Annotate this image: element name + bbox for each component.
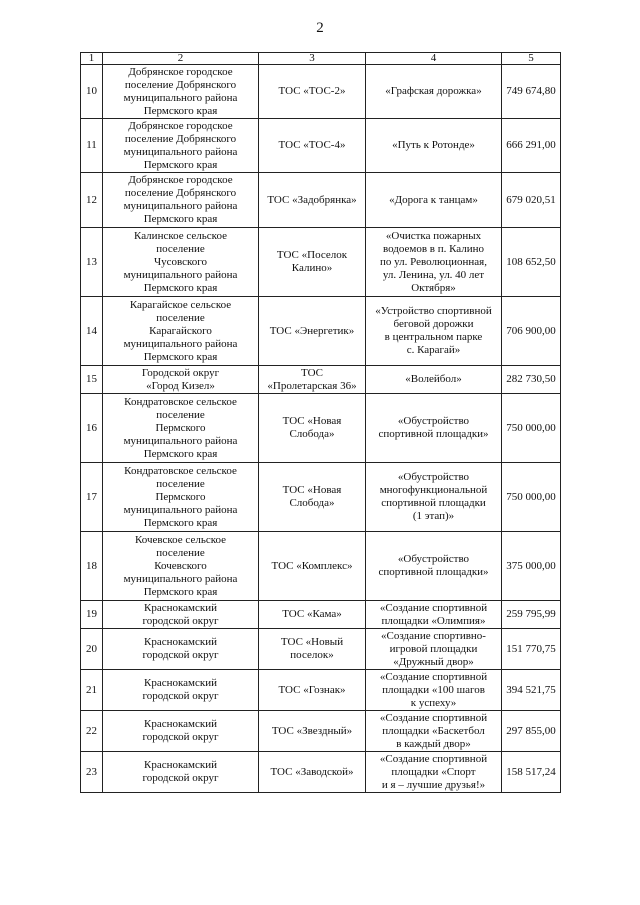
- tos-cell: ТОС «Звездный»: [259, 711, 366, 752]
- amount-cell: 151 770,75: [502, 629, 561, 670]
- header-col-3: 3: [259, 53, 366, 65]
- tos-cell: ТОС «Комплекс»: [259, 532, 366, 601]
- amount-cell: 749 674,80: [502, 65, 561, 119]
- table-row: [81, 119, 561, 173]
- table-row: [81, 366, 561, 394]
- row-number: 20: [81, 629, 103, 670]
- amount-cell: 108 652,50: [502, 228, 561, 297]
- municipality-cell: Краснокамский городской округ: [103, 629, 259, 670]
- tos-cell: ТОС «Новая Слобода»: [259, 463, 366, 532]
- amount-cell: 750 000,00: [502, 463, 561, 532]
- amount-cell: 158 517,24: [502, 752, 561, 793]
- amount-cell: 259 795,99: [502, 601, 561, 629]
- municipality-cell: Краснокамский городской округ: [103, 752, 259, 793]
- project-cell: «Очистка пожарных водоемов в п. Калино по ул. Революционная, ул. Ленина, ул. 40 лет Октября»: [366, 228, 502, 297]
- page-number: 2: [316, 20, 324, 36]
- table-body: [81, 65, 561, 793]
- amount-cell: 679 020,51: [502, 173, 561, 228]
- project-cell: «Обустройство спортивной площадки»: [366, 532, 502, 601]
- table-row: [81, 601, 561, 629]
- municipality-cell: Краснокамский городской округ: [103, 670, 259, 711]
- project-cell: «Создание спортивной площадки «100 шагов к успеху»: [366, 670, 502, 711]
- row-number: 14: [81, 297, 103, 366]
- header-col-2: 2: [103, 53, 259, 65]
- municipality-cell: Добрянское городское поселение Добрянского муниципального района Пермского края: [103, 173, 259, 228]
- tos-cell: ТОС «Новая Слобода»: [259, 394, 366, 463]
- table-row: [81, 463, 561, 532]
- tos-cell: ТОС «Заводской»: [259, 752, 366, 793]
- table-header: [81, 53, 561, 65]
- row-number: 13: [81, 228, 103, 297]
- grants-table: [80, 52, 561, 793]
- table-row: [81, 394, 561, 463]
- amount-cell: 706 900,00: [502, 297, 561, 366]
- row-number: 22: [81, 711, 103, 752]
- row-number: 17: [81, 463, 103, 532]
- tos-cell: ТОС «Гознак»: [259, 670, 366, 711]
- municipality-cell: Краснокамский городской округ: [103, 711, 259, 752]
- project-cell: «Путь к Ротонде»: [366, 119, 502, 173]
- project-cell: «Создание спортивно- игровой площадки «Дружный двор»: [366, 629, 502, 670]
- row-number: 16: [81, 394, 103, 463]
- table-row: [81, 752, 561, 793]
- table-row: [81, 65, 561, 119]
- project-cell: «Графская дорожка»: [366, 65, 502, 119]
- table-row: [81, 711, 561, 752]
- tos-cell: ТОС «Поселок Калино»: [259, 228, 366, 297]
- row-number: 11: [81, 119, 103, 173]
- project-cell: «Создание спортивной площадки «Баскетбол в каждый двор»: [366, 711, 502, 752]
- tos-cell: ТОС «Пролетарская 36»: [259, 366, 366, 394]
- municipality-cell: Краснокамский городской округ: [103, 601, 259, 629]
- tos-cell: ТОС «ТОС-4»: [259, 119, 366, 173]
- tos-cell: ТОС «Новый поселок»: [259, 629, 366, 670]
- header-row: [81, 53, 561, 65]
- municipality-cell: Карагайское сельское поселение Карагайского муниципального района Пермского края: [103, 297, 259, 366]
- project-cell: «Устройство спортивной беговой дорожки в центральном парке с. Карагай»: [366, 297, 502, 366]
- amount-cell: 282 730,50: [502, 366, 561, 394]
- header-col-1: 1: [81, 53, 103, 65]
- table-row: [81, 670, 561, 711]
- row-number: 23: [81, 752, 103, 793]
- project-cell: «Создание спортивной площадки «Олимпия»: [366, 601, 502, 629]
- amount-cell: 394 521,75: [502, 670, 561, 711]
- header-col-5: 5: [502, 53, 561, 65]
- municipality-cell: Кондратовское сельское поселение Пермского муниципального района Пермского края: [103, 394, 259, 463]
- project-cell: «Обустройство многофункциональной спортивной площадки (1 этап)»: [366, 463, 502, 532]
- municipality-cell: Добрянское городское поселение Добрянского муниципального района Пермского края: [103, 119, 259, 173]
- project-cell: «Обустройство спортивной площадки»: [366, 394, 502, 463]
- tos-cell: ТОС «Задобрянка»: [259, 173, 366, 228]
- project-cell: «Создание спортивной площадки «Спорт и я – лучшие друзья!»: [366, 752, 502, 793]
- tos-cell: ТОС «Энергетик»: [259, 297, 366, 366]
- municipality-cell: Кондратовское сельское поселение Пермского муниципального района Пермского края: [103, 463, 259, 532]
- project-cell: «Волейбол»: [366, 366, 502, 394]
- amount-cell: 297 855,00: [502, 711, 561, 752]
- amount-cell: 750 000,00: [502, 394, 561, 463]
- row-number: 18: [81, 532, 103, 601]
- table-row: [81, 532, 561, 601]
- municipality-cell: Добрянское городское поселение Добрянского муниципального района Пермского края: [103, 65, 259, 119]
- table-row: [81, 629, 561, 670]
- row-number: 10: [81, 65, 103, 119]
- row-number: 15: [81, 366, 103, 394]
- amount-cell: 666 291,00: [502, 119, 561, 173]
- row-number: 12: [81, 173, 103, 228]
- project-cell: «Дорога к танцам»: [366, 173, 502, 228]
- row-number: 19: [81, 601, 103, 629]
- amount-cell: 375 000,00: [502, 532, 561, 601]
- table-row: [81, 173, 561, 228]
- table-row: [81, 297, 561, 366]
- header-col-4: 4: [366, 53, 502, 65]
- municipality-cell: Кочевское сельское поселение Кочевского муниципального района Пермского края: [103, 532, 259, 601]
- municipality-cell: Городской округ «Город Кизел»: [103, 366, 259, 394]
- tos-cell: ТОС «ТОС-2»: [259, 65, 366, 119]
- municipality-cell: Калинское сельское поселение Чусовского муниципального района Пермского края: [103, 228, 259, 297]
- row-number: 21: [81, 670, 103, 711]
- table-row: [81, 228, 561, 297]
- tos-cell: ТОС «Кама»: [259, 601, 366, 629]
